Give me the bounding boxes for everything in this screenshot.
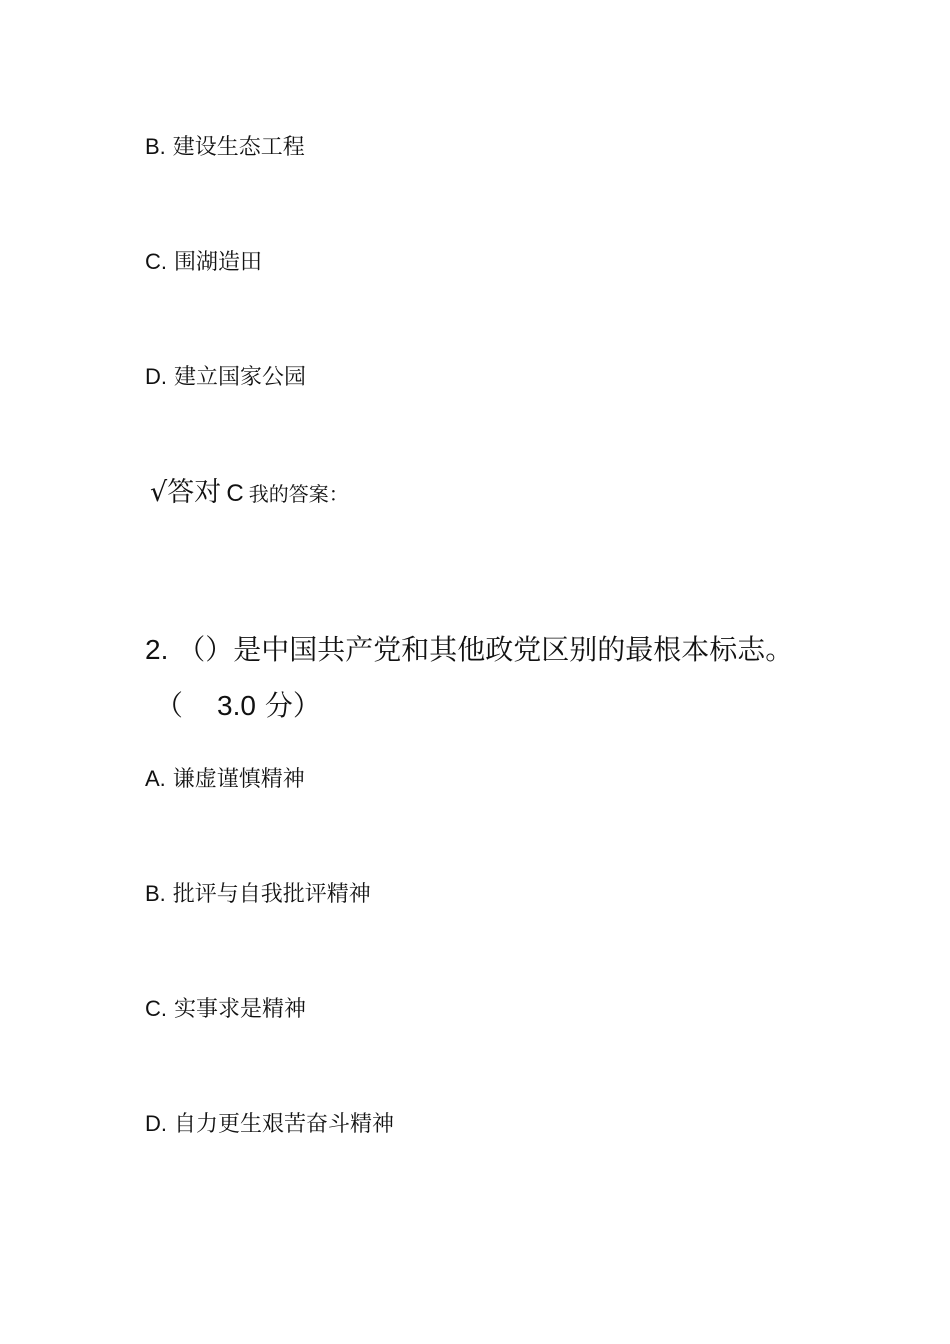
- option-text: 实事求是精神: [174, 997, 307, 1022]
- option-b[interactable]: [145, 880, 371, 909]
- option-d[interactable]: [145, 1110, 394, 1139]
- option-text: 围湖造田: [174, 250, 263, 275]
- option-letter: C.: [145, 249, 167, 274]
- answer-status: 答对: [167, 477, 222, 508]
- option-a[interactable]: [145, 765, 305, 794]
- option-letter: D.: [145, 364, 167, 389]
- option-text: 建设生态工程: [172, 135, 305, 160]
- question-score: 3.0: [217, 690, 256, 721]
- answer-line: [150, 476, 349, 513]
- question-number: 2.: [145, 634, 169, 665]
- option-text: 批评与自我批评精神: [172, 882, 371, 907]
- option-text: 建立国家公园: [174, 365, 307, 390]
- score-open-paren: （: [155, 689, 184, 722]
- option-letter: D.: [145, 1111, 167, 1136]
- question-score-line: [145, 686, 905, 726]
- question-stem-line: [145, 630, 905, 670]
- question-2: [145, 630, 905, 726]
- option-text: 谦虚谨慎精神: [172, 767, 305, 792]
- my-answer-label: 我的答案：: [248, 482, 349, 506]
- option-b: [145, 133, 305, 162]
- question-stem: （）是中国共产党和其他政党区别的最根本标志。: [177, 633, 794, 666]
- score-unit: 分）: [264, 689, 321, 722]
- option-text: 自力更生艰苦奋斗精神: [174, 1112, 395, 1137]
- option-letter: C.: [145, 996, 167, 1021]
- option-d: [145, 363, 306, 392]
- option-letter: B.: [145, 134, 166, 159]
- correct-answer-letter: C: [226, 480, 244, 507]
- option-c: [145, 248, 262, 277]
- check-mark: √: [150, 477, 168, 508]
- option-letter: A.: [145, 766, 166, 791]
- option-letter: B.: [145, 881, 166, 906]
- option-c[interactable]: [145, 995, 306, 1024]
